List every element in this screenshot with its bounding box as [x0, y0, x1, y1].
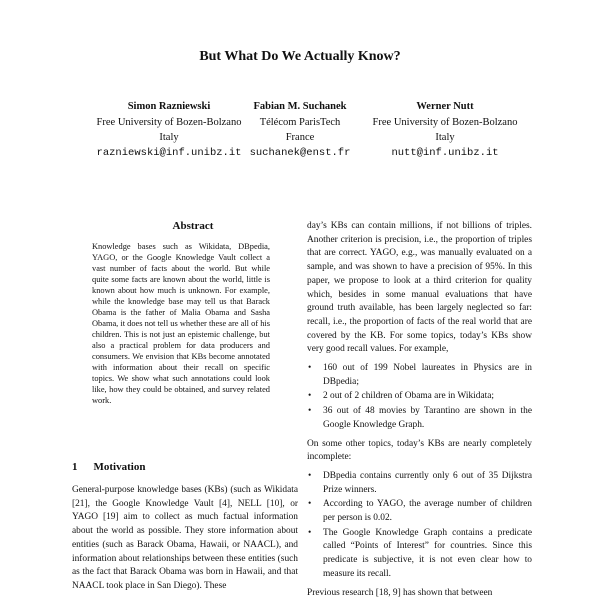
author-affiliation: Free University of Bozen-Bolzano	[96, 116, 242, 128]
bullet-icon: •	[308, 406, 312, 417]
author-name: Simon Razniewski	[127, 101, 211, 112]
section-number: 1	[72, 461, 78, 473]
abstract-heading: Abstract	[172, 220, 214, 232]
list-item-text: According to YAGO, the average number of children per person is 0.02.	[323, 499, 532, 524]
body-paragraph: On some other topics, today’s KBs are nearly completely incomplete:	[307, 438, 532, 463]
author-email[interactable]: suchanek@enst.fr	[249, 146, 351, 159]
section-heading	[72, 461, 145, 473]
list-item	[307, 527, 532, 582]
abstract-text: Knowledge bases such as Wikidata, DBpedia, YAGO, or the Google Knowledge Vault collect a vast number of facts about the world. But while quite some facts are known about the world, little is known about how much is unknown. For example, while the knowledge base may tell us that Barack Obama is the father of Malia Obama and Sasha Obama, it does not tell us whether these are all of his children. This is not just an epistemic challenge, but also a practical problem for data producers and consumers. We envision that KBs become annotated with information about their recall on specific topics. We show what such annotations could look like, how they could be obtained, and survey related work.	[92, 242, 270, 405]
author-email[interactable]: nutt@inf.unibz.it	[391, 146, 499, 159]
list-item-text: The Google Knowledge Graph contains a predicate called “Points of Interest” for countries. Since this predicate is subjective, it is not even clear how to measure its recall.	[323, 527, 532, 579]
list-item-text: 36 out of 48 movies by Tarantino are shown in the Google Knowledge Graph.	[323, 406, 532, 430]
right-column	[307, 220, 532, 600]
bullet-list	[307, 362, 532, 433]
author-country: France	[285, 132, 315, 143]
author-name: Fabian M. Suchanek	[253, 101, 347, 112]
author-affiliation: Télécom ParisTech	[259, 116, 341, 128]
list-item	[307, 362, 532, 389]
section-body-text: General-purpose knowledge bases (KBs) (such as Wikidata [21], the Google Knowledge Vault [4], NELL [10], or YAGO [19] aim to collect as much factual information about the world as possible. They store information about entities (such as Barack Obama, Hawaii, or NAACL), and information about relationships between these entities (such as the fact that Barack Obama was born in Hawaii, and that NAACL took place in San Diego). These	[72, 485, 298, 591]
author-name: Werner Nutt	[416, 101, 474, 112]
bullet-icon: •	[308, 363, 312, 374]
author-email[interactable]: razniewski@inf.unibz.it	[96, 146, 242, 159]
bullet-icon: •	[308, 391, 312, 402]
list-item-text: 160 out of 199 Nobel laureates in Physics are in DBpedia;	[323, 363, 532, 387]
list-item-text: DBpedia contains currently only 6 out of 35 Dijkstra Prize winners.	[323, 470, 532, 495]
bullet-icon: •	[308, 470, 312, 481]
section-title: Motivation	[93, 461, 146, 473]
bullet-list	[307, 470, 532, 582]
paper-title: But What Do We Actually Know?	[199, 49, 401, 64]
body-paragraph: day’s KBs can contain millions, if not billions of triples. Another criterion is precision, i.e., the proportion of triples that are correct. YAGO, e.g., was manually evaluated on a sample, and was shown to have a precision of 95%. In this paper, we propose to look at a third criterion for quality which, besides in some manual evaluations that have ground truth available, has been largely neglected so far: recall, i.e., the proportion of facts of the real world that are covered by the KB. For some topics, today’s KBs show very good recall values. For example,	[307, 221, 532, 355]
list-item	[307, 390, 532, 404]
bullet-icon: •	[308, 499, 312, 510]
author-block	[345, 99, 545, 161]
list-item	[307, 405, 532, 432]
list-item	[307, 498, 532, 525]
author-country: Italy	[159, 132, 179, 143]
author-affiliation: Free University of Bozen-Bolzano	[372, 116, 518, 128]
list-item-text: 2 out of 2 children of Obama are in Wikidata;	[323, 391, 495, 402]
body-paragraph: Previous research [18, 9] has shown that between	[307, 587, 493, 598]
bullet-icon: •	[308, 527, 312, 538]
list-item	[307, 470, 532, 497]
author-country: Italy	[435, 132, 455, 143]
